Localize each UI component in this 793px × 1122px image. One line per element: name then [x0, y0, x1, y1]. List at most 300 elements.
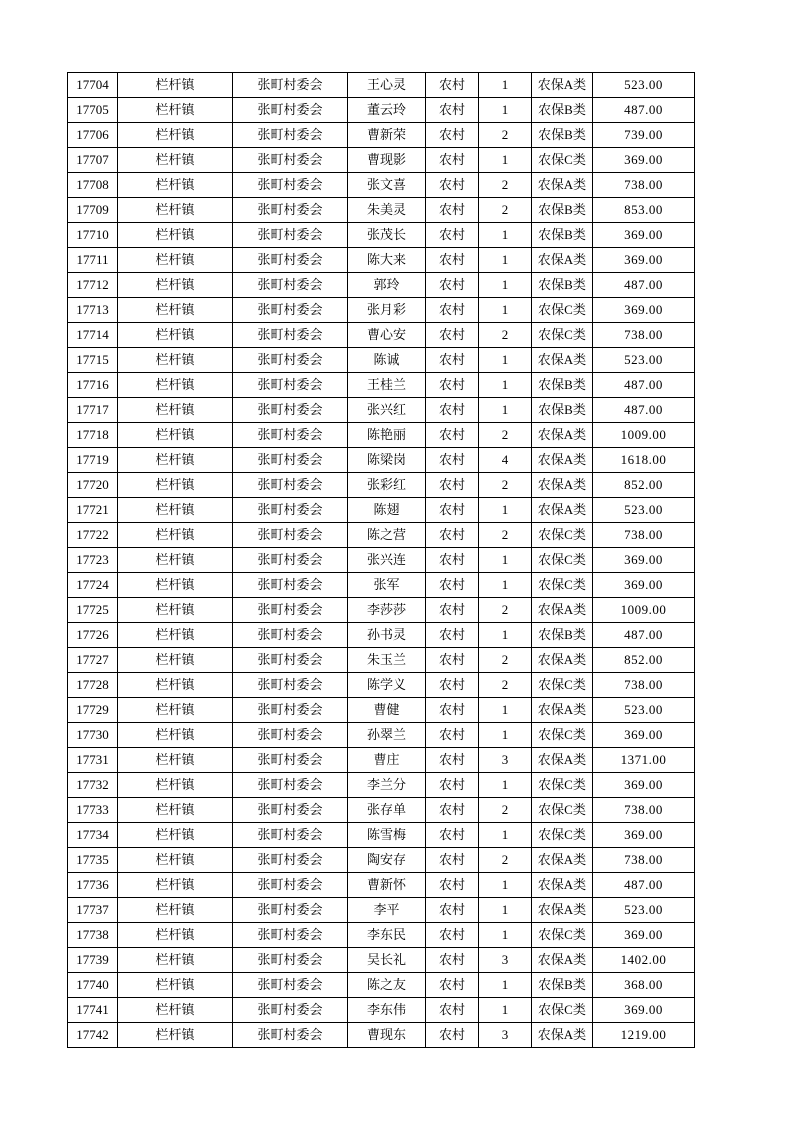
cell-name: 陈艳丽: [348, 423, 426, 448]
cell-area: 农村: [426, 748, 479, 773]
cell-category: 农保B类: [532, 123, 593, 148]
cell-id: 17738: [68, 923, 118, 948]
cell-village: 张町村委会: [233, 998, 348, 1023]
cell-area: 农村: [426, 973, 479, 998]
table-row: [68, 523, 695, 548]
cell-count: 2: [479, 173, 532, 198]
table-row: [68, 248, 695, 273]
cell-name: 陈之营: [348, 523, 426, 548]
cell-amount: 369.00: [593, 773, 695, 798]
cell-amount: 738.00: [593, 798, 695, 823]
cell-name: 曹新荣: [348, 123, 426, 148]
cell-area: 农村: [426, 223, 479, 248]
cell-village: 张町村委会: [233, 773, 348, 798]
cell-category: 农保A类: [532, 73, 593, 98]
cell-area: 农村: [426, 423, 479, 448]
table-row: [68, 623, 695, 648]
cell-count: 1: [479, 773, 532, 798]
cell-id: 17728: [68, 673, 118, 698]
cell-count: 2: [479, 523, 532, 548]
cell-village: 张町村委会: [233, 848, 348, 873]
cell-count: 1: [479, 298, 532, 323]
cell-area: 农村: [426, 598, 479, 623]
cell-id: 17722: [68, 523, 118, 548]
cell-amount: 369.00: [593, 573, 695, 598]
cell-category: 农保C类: [532, 148, 593, 173]
cell-area: 农村: [426, 998, 479, 1023]
cell-count: 2: [479, 473, 532, 498]
cell-name: 孙翠兰: [348, 723, 426, 748]
cell-name: 王心灵: [348, 73, 426, 98]
cell-id: 17704: [68, 73, 118, 98]
cell-village: 张町村委会: [233, 73, 348, 98]
cell-id: 17725: [68, 598, 118, 623]
cell-amount: 739.00: [593, 123, 695, 148]
table-row: [68, 398, 695, 423]
cell-village: 张町村委会: [233, 223, 348, 248]
cell-name: 曹现东: [348, 1023, 426, 1048]
cell-count: 2: [479, 798, 532, 823]
cell-count: 1: [479, 98, 532, 123]
cell-area: 农村: [426, 73, 479, 98]
cell-area: 农村: [426, 98, 479, 123]
cell-area: 农村: [426, 298, 479, 323]
cell-name: 李莎莎: [348, 598, 426, 623]
cell-village: 张町村委会: [233, 698, 348, 723]
cell-category: 农保B类: [532, 98, 593, 123]
cell-amount: 523.00: [593, 898, 695, 923]
table-row: [68, 448, 695, 473]
cell-name: 陈诚: [348, 348, 426, 373]
cell-category: 农保A类: [532, 698, 593, 723]
table-row: [68, 198, 695, 223]
cell-area: 农村: [426, 1023, 479, 1048]
cell-id: 17723: [68, 548, 118, 573]
cell-area: 农村: [426, 773, 479, 798]
table-row: [68, 848, 695, 873]
table-row: [68, 823, 695, 848]
cell-area: 农村: [426, 248, 479, 273]
table-row: [68, 723, 695, 748]
table-row: [68, 948, 695, 973]
cell-amount: 369.00: [593, 248, 695, 273]
cell-count: 1: [479, 723, 532, 748]
cell-town: 栏杆镇: [118, 323, 233, 348]
cell-area: 农村: [426, 573, 479, 598]
cell-id: 17717: [68, 398, 118, 423]
table-body: [68, 73, 695, 1048]
cell-town: 栏杆镇: [118, 148, 233, 173]
cell-name: 孙书灵: [348, 623, 426, 648]
cell-area: 农村: [426, 798, 479, 823]
cell-id: 17727: [68, 648, 118, 673]
cell-town: 栏杆镇: [118, 173, 233, 198]
cell-village: 张町村委会: [233, 373, 348, 398]
cell-amount: 738.00: [593, 523, 695, 548]
cell-id: 17726: [68, 623, 118, 648]
cell-area: 农村: [426, 448, 479, 473]
cell-amount: 487.00: [593, 873, 695, 898]
table-row: [68, 973, 695, 998]
cell-count: 1: [479, 898, 532, 923]
cell-count: 1: [479, 623, 532, 648]
table-row: [68, 373, 695, 398]
cell-village: 张町村委会: [233, 898, 348, 923]
cell-amount: 1009.00: [593, 598, 695, 623]
cell-village: 张町村委会: [233, 948, 348, 973]
cell-name: 曹新怀: [348, 873, 426, 898]
cell-area: 农村: [426, 198, 479, 223]
cell-town: 栏杆镇: [118, 923, 233, 948]
cell-amount: 368.00: [593, 973, 695, 998]
cell-area: 农村: [426, 123, 479, 148]
cell-village: 张町村委会: [233, 598, 348, 623]
cell-name: 张月彩: [348, 298, 426, 323]
cell-town: 栏杆镇: [118, 398, 233, 423]
cell-amount: 487.00: [593, 98, 695, 123]
cell-name: 董云玲: [348, 98, 426, 123]
cell-id: 17736: [68, 873, 118, 898]
cell-town: 栏杆镇: [118, 973, 233, 998]
cell-id: 17718: [68, 423, 118, 448]
cell-count: 1: [479, 698, 532, 723]
cell-town: 栏杆镇: [118, 373, 233, 398]
cell-category: 农保C类: [532, 523, 593, 548]
cell-name: 陶安存: [348, 848, 426, 873]
cell-id: 17719: [68, 448, 118, 473]
cell-village: 张町村委会: [233, 623, 348, 648]
cell-amount: 369.00: [593, 148, 695, 173]
cell-amount: 853.00: [593, 198, 695, 223]
cell-count: 2: [479, 323, 532, 348]
cell-amount: 1371.00: [593, 748, 695, 773]
cell-name: 陈学义: [348, 673, 426, 698]
cell-count: 1: [479, 573, 532, 598]
cell-village: 张町村委会: [233, 173, 348, 198]
table-row: [68, 473, 695, 498]
cell-town: 栏杆镇: [118, 723, 233, 748]
cell-category: 农保B类: [532, 273, 593, 298]
cell-name: 张彩红: [348, 473, 426, 498]
table-row: [68, 773, 695, 798]
cell-area: 农村: [426, 698, 479, 723]
table-row: [68, 898, 695, 923]
document-page: [67, 72, 695, 1048]
cell-amount: 369.00: [593, 548, 695, 573]
cell-category: 农保C类: [532, 323, 593, 348]
cell-category: 农保A类: [532, 498, 593, 523]
cell-category: 农保B类: [532, 223, 593, 248]
cell-category: 农保C类: [532, 298, 593, 323]
cell-name: 朱玉兰: [348, 648, 426, 673]
table-row: [68, 748, 695, 773]
cell-count: 1: [479, 248, 532, 273]
cell-amount: 369.00: [593, 298, 695, 323]
table-row: [68, 98, 695, 123]
cell-id: 17734: [68, 823, 118, 848]
cell-id: 17731: [68, 748, 118, 773]
cell-town: 栏杆镇: [118, 548, 233, 573]
cell-amount: 523.00: [593, 698, 695, 723]
cell-town: 栏杆镇: [118, 823, 233, 848]
cell-category: 农保B类: [532, 373, 593, 398]
cell-area: 农村: [426, 948, 479, 973]
cell-town: 栏杆镇: [118, 348, 233, 373]
cell-area: 农村: [426, 473, 479, 498]
cell-id: 17709: [68, 198, 118, 223]
cell-village: 张町村委会: [233, 548, 348, 573]
cell-village: 张町村委会: [233, 648, 348, 673]
cell-town: 栏杆镇: [118, 273, 233, 298]
cell-name: 李平: [348, 898, 426, 923]
cell-id: 17741: [68, 998, 118, 1023]
cell-amount: 487.00: [593, 273, 695, 298]
cell-id: 17737: [68, 898, 118, 923]
cell-name: 曹健: [348, 698, 426, 723]
cell-category: 农保C类: [532, 823, 593, 848]
cell-count: 1: [479, 873, 532, 898]
cell-count: 1: [479, 923, 532, 948]
cell-village: 张町村委会: [233, 723, 348, 748]
cell-name: 陈大来: [348, 248, 426, 273]
table-row: [68, 598, 695, 623]
cell-category: 农保C类: [532, 923, 593, 948]
cell-count: 2: [479, 848, 532, 873]
table-row: [68, 123, 695, 148]
cell-town: 栏杆镇: [118, 248, 233, 273]
cell-count: 1: [479, 148, 532, 173]
cell-town: 栏杆镇: [118, 73, 233, 98]
cell-area: 农村: [426, 898, 479, 923]
cell-area: 农村: [426, 723, 479, 748]
cell-count: 2: [479, 648, 532, 673]
cell-village: 张町村委会: [233, 248, 348, 273]
cell-town: 栏杆镇: [118, 198, 233, 223]
cell-category: 农保A类: [532, 898, 593, 923]
cell-village: 张町村委会: [233, 573, 348, 598]
cell-name: 张茂长: [348, 223, 426, 248]
cell-count: 1: [479, 548, 532, 573]
cell-village: 张町村委会: [233, 473, 348, 498]
cell-village: 张町村委会: [233, 198, 348, 223]
cell-count: 1: [479, 998, 532, 1023]
cell-town: 栏杆镇: [118, 573, 233, 598]
cell-category: 农保A类: [532, 848, 593, 873]
cell-name: 朱美灵: [348, 198, 426, 223]
cell-name: 张兴红: [348, 398, 426, 423]
table-row: [68, 798, 695, 823]
cell-amount: 1402.00: [593, 948, 695, 973]
cell-count: 1: [479, 823, 532, 848]
cell-area: 农村: [426, 623, 479, 648]
cell-amount: 487.00: [593, 373, 695, 398]
cell-id: 17735: [68, 848, 118, 873]
cell-area: 农村: [426, 398, 479, 423]
cell-category: 农保C类: [532, 798, 593, 823]
cell-category: 农保C类: [532, 673, 593, 698]
cell-amount: 852.00: [593, 473, 695, 498]
table-row: [68, 498, 695, 523]
cell-town: 栏杆镇: [118, 623, 233, 648]
table-row: [68, 323, 695, 348]
cell-village: 张町村委会: [233, 273, 348, 298]
cell-count: 1: [479, 373, 532, 398]
cell-village: 张町村委会: [233, 748, 348, 773]
cell-id: 17742: [68, 1023, 118, 1048]
cell-area: 农村: [426, 148, 479, 173]
cell-town: 栏杆镇: [118, 798, 233, 823]
cell-name: 张文喜: [348, 173, 426, 198]
cell-village: 张町村委会: [233, 1023, 348, 1048]
cell-count: 2: [479, 123, 532, 148]
cell-town: 栏杆镇: [118, 448, 233, 473]
cell-category: 农保C类: [532, 573, 593, 598]
table-row: [68, 148, 695, 173]
cell-amount: 523.00: [593, 73, 695, 98]
cell-area: 农村: [426, 673, 479, 698]
cell-id: 17740: [68, 973, 118, 998]
cell-amount: 523.00: [593, 348, 695, 373]
cell-area: 农村: [426, 923, 479, 948]
cell-id: 17732: [68, 773, 118, 798]
cell-town: 栏杆镇: [118, 223, 233, 248]
cell-category: 农保A类: [532, 348, 593, 373]
table-row: [68, 173, 695, 198]
cell-town: 栏杆镇: [118, 473, 233, 498]
table-row: [68, 223, 695, 248]
cell-category: 农保B类: [532, 198, 593, 223]
data-table: [67, 72, 695, 1048]
cell-id: 17733: [68, 798, 118, 823]
table-row: [68, 348, 695, 373]
cell-amount: 1219.00: [593, 1023, 695, 1048]
cell-name: 张兴连: [348, 548, 426, 573]
cell-category: 农保C类: [532, 773, 593, 798]
cell-name: 张存单: [348, 798, 426, 823]
cell-id: 17729: [68, 698, 118, 723]
cell-name: 张军: [348, 573, 426, 598]
cell-id: 17721: [68, 498, 118, 523]
cell-village: 张町村委会: [233, 923, 348, 948]
cell-name: 李东伟: [348, 998, 426, 1023]
cell-town: 栏杆镇: [118, 298, 233, 323]
cell-town: 栏杆镇: [118, 948, 233, 973]
cell-category: 农保A类: [532, 473, 593, 498]
cell-amount: 738.00: [593, 323, 695, 348]
cell-village: 张町村委会: [233, 498, 348, 523]
cell-amount: 369.00: [593, 923, 695, 948]
cell-area: 农村: [426, 273, 479, 298]
cell-area: 农村: [426, 848, 479, 873]
cell-category: 农保B类: [532, 398, 593, 423]
cell-count: 1: [479, 973, 532, 998]
table-row: [68, 698, 695, 723]
cell-category: 农保A类: [532, 873, 593, 898]
cell-count: 3: [479, 748, 532, 773]
cell-category: 农保A类: [532, 248, 593, 273]
cell-id: 17720: [68, 473, 118, 498]
table-row: [68, 998, 695, 1023]
cell-category: 农保B类: [532, 623, 593, 648]
cell-category: 农保A类: [532, 173, 593, 198]
cell-count: 2: [479, 423, 532, 448]
cell-village: 张町村委会: [233, 98, 348, 123]
cell-category: 农保A类: [532, 1023, 593, 1048]
cell-town: 栏杆镇: [118, 98, 233, 123]
cell-amount: 852.00: [593, 648, 695, 673]
cell-id: 17739: [68, 948, 118, 973]
cell-count: 2: [479, 198, 532, 223]
cell-village: 张町村委会: [233, 673, 348, 698]
cell-id: 17706: [68, 123, 118, 148]
cell-amount: 369.00: [593, 223, 695, 248]
cell-village: 张町村委会: [233, 973, 348, 998]
cell-name: 陈翅: [348, 498, 426, 523]
cell-town: 栏杆镇: [118, 423, 233, 448]
cell-category: 农保C类: [532, 548, 593, 573]
cell-village: 张町村委会: [233, 348, 348, 373]
cell-name: 陈梁岗: [348, 448, 426, 473]
cell-name: 吴长礼: [348, 948, 426, 973]
cell-town: 栏杆镇: [118, 598, 233, 623]
cell-town: 栏杆镇: [118, 848, 233, 873]
cell-amount: 369.00: [593, 823, 695, 848]
cell-id: 17716: [68, 373, 118, 398]
cell-town: 栏杆镇: [118, 648, 233, 673]
cell-category: 农保A类: [532, 948, 593, 973]
cell-town: 栏杆镇: [118, 898, 233, 923]
cell-name: 陈之友: [348, 973, 426, 998]
table-row: [68, 73, 695, 98]
cell-area: 农村: [426, 498, 479, 523]
cell-amount: 523.00: [593, 498, 695, 523]
cell-category: 农保A类: [532, 648, 593, 673]
cell-id: 17713: [68, 298, 118, 323]
cell-count: 1: [479, 73, 532, 98]
cell-amount: 738.00: [593, 173, 695, 198]
cell-name: 王桂兰: [348, 373, 426, 398]
cell-category: 农保A类: [532, 598, 593, 623]
cell-amount: 487.00: [593, 398, 695, 423]
table-row: [68, 923, 695, 948]
table-row: [68, 1023, 695, 1048]
cell-town: 栏杆镇: [118, 1023, 233, 1048]
cell-amount: 487.00: [593, 623, 695, 648]
cell-village: 张町村委会: [233, 823, 348, 848]
cell-village: 张町村委会: [233, 298, 348, 323]
cell-village: 张町村委会: [233, 323, 348, 348]
table-row: [68, 648, 695, 673]
cell-count: 2: [479, 673, 532, 698]
cell-amount: 369.00: [593, 998, 695, 1023]
cell-village: 张町村委会: [233, 148, 348, 173]
cell-id: 17714: [68, 323, 118, 348]
cell-town: 栏杆镇: [118, 873, 233, 898]
cell-id: 17715: [68, 348, 118, 373]
cell-count: 4: [479, 448, 532, 473]
cell-area: 农村: [426, 523, 479, 548]
cell-name: 李兰分: [348, 773, 426, 798]
cell-category: 农保A类: [532, 423, 593, 448]
cell-name: 郭玲: [348, 273, 426, 298]
cell-village: 张町村委会: [233, 523, 348, 548]
cell-category: 农保C类: [532, 998, 593, 1023]
cell-count: 3: [479, 1023, 532, 1048]
cell-name: 曹庄: [348, 748, 426, 773]
cell-id: 17724: [68, 573, 118, 598]
cell-area: 农村: [426, 648, 479, 673]
cell-town: 栏杆镇: [118, 123, 233, 148]
